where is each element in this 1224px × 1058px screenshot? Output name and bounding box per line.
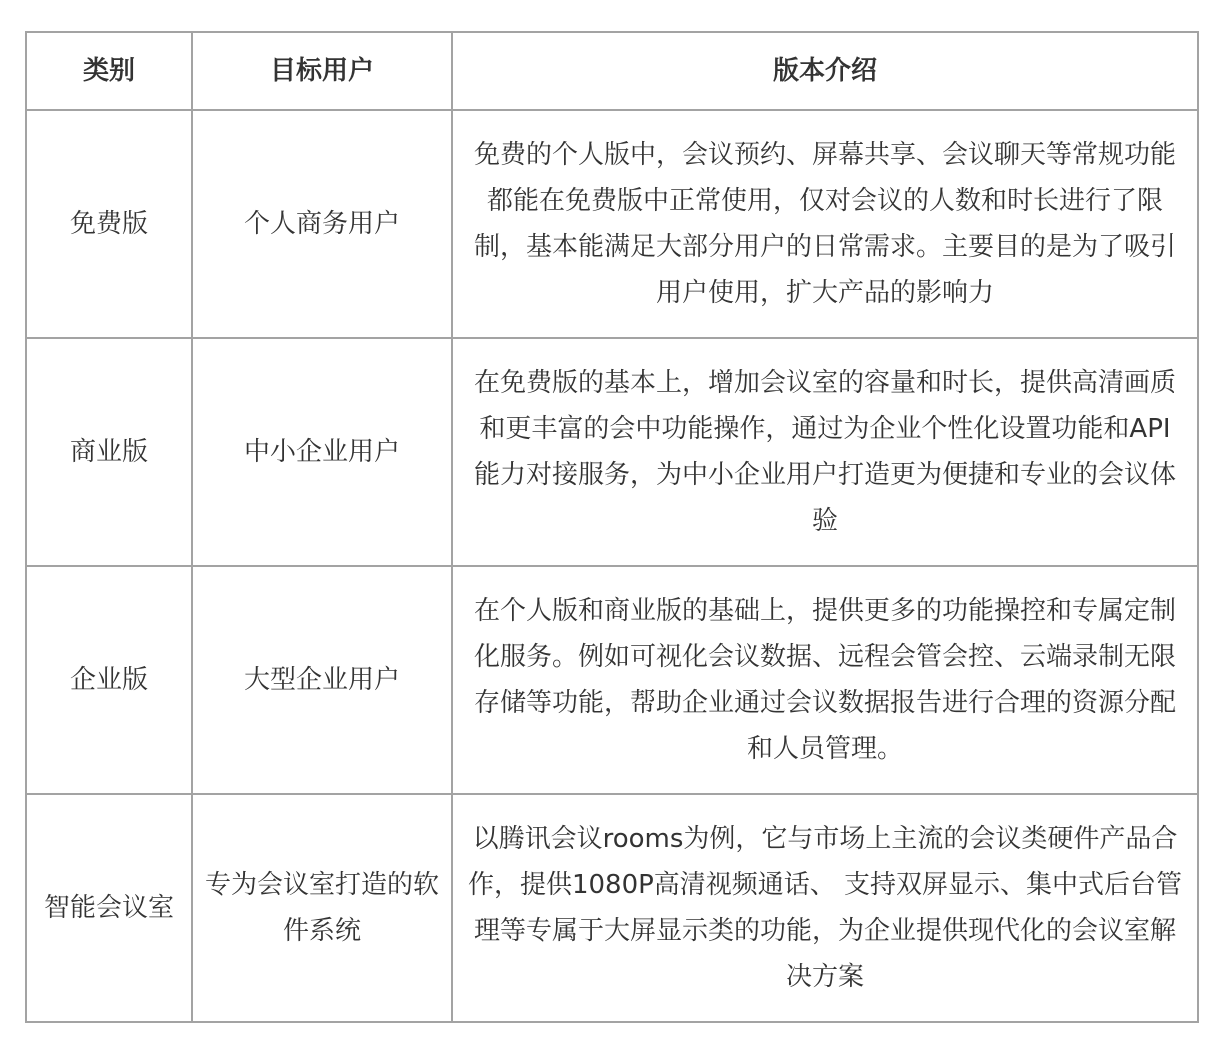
table-row	[26, 794, 1198, 1022]
target-user-cell: 中小企业用户	[192, 338, 452, 566]
target-user-cell: 专为会议室打造的软件系统	[192, 794, 452, 1022]
header-row	[26, 32, 1198, 110]
description-cell: 免费的个人版中，会议预约、屏幕共享、会议聊天等常规功能都能在免费版中正常使用，仅对会议的人数和时长进行了限制，基本能满足大部分用户的日常需求。主要目的是为了吸引用户使用，扩大产品的影响力	[452, 110, 1198, 338]
target-user-cell: 大型企业用户	[192, 566, 452, 794]
category-cell: 免费版	[26, 110, 192, 338]
target-user-cell: 个人商务用户	[192, 110, 452, 338]
header-category: 类别	[26, 32, 192, 110]
description-cell: 在个人版和商业版的基础上，提供更多的功能操控和专属定制化服务。例如可视化会议数据、远程会管会控、云端录制无限存储等功能，帮助企业通过会议数据报告进行合理的资源分配和人员管理。	[452, 566, 1198, 794]
table-row	[26, 338, 1198, 566]
version-comparison-table	[25, 31, 1199, 1023]
category-cell: 智能会议室	[26, 794, 192, 1022]
description-cell: 在免费版的基本上，增加会议室的容量和时长，提供高清画质和更丰富的会中功能操作，通过为企业个性化设置功能和API能力对接服务，为中小企业用户打造更为便捷和专业的会议体验	[452, 338, 1198, 566]
category-cell: 企业版	[26, 566, 192, 794]
description-cell: 以腾讯会议rooms为例，它与市场上主流的会议类硬件产品合作，提供1080P高清视频通话、 支持双屏显示、集中式后台管理等专属于大屏显示类的功能，为企业提供现代化的会议室解决方案	[452, 794, 1198, 1022]
table-row	[26, 566, 1198, 794]
category-cell: 商业版	[26, 338, 192, 566]
header-description: 版本介绍	[452, 32, 1198, 110]
table-row	[26, 110, 1198, 338]
header-target-user: 目标用户	[192, 32, 452, 110]
